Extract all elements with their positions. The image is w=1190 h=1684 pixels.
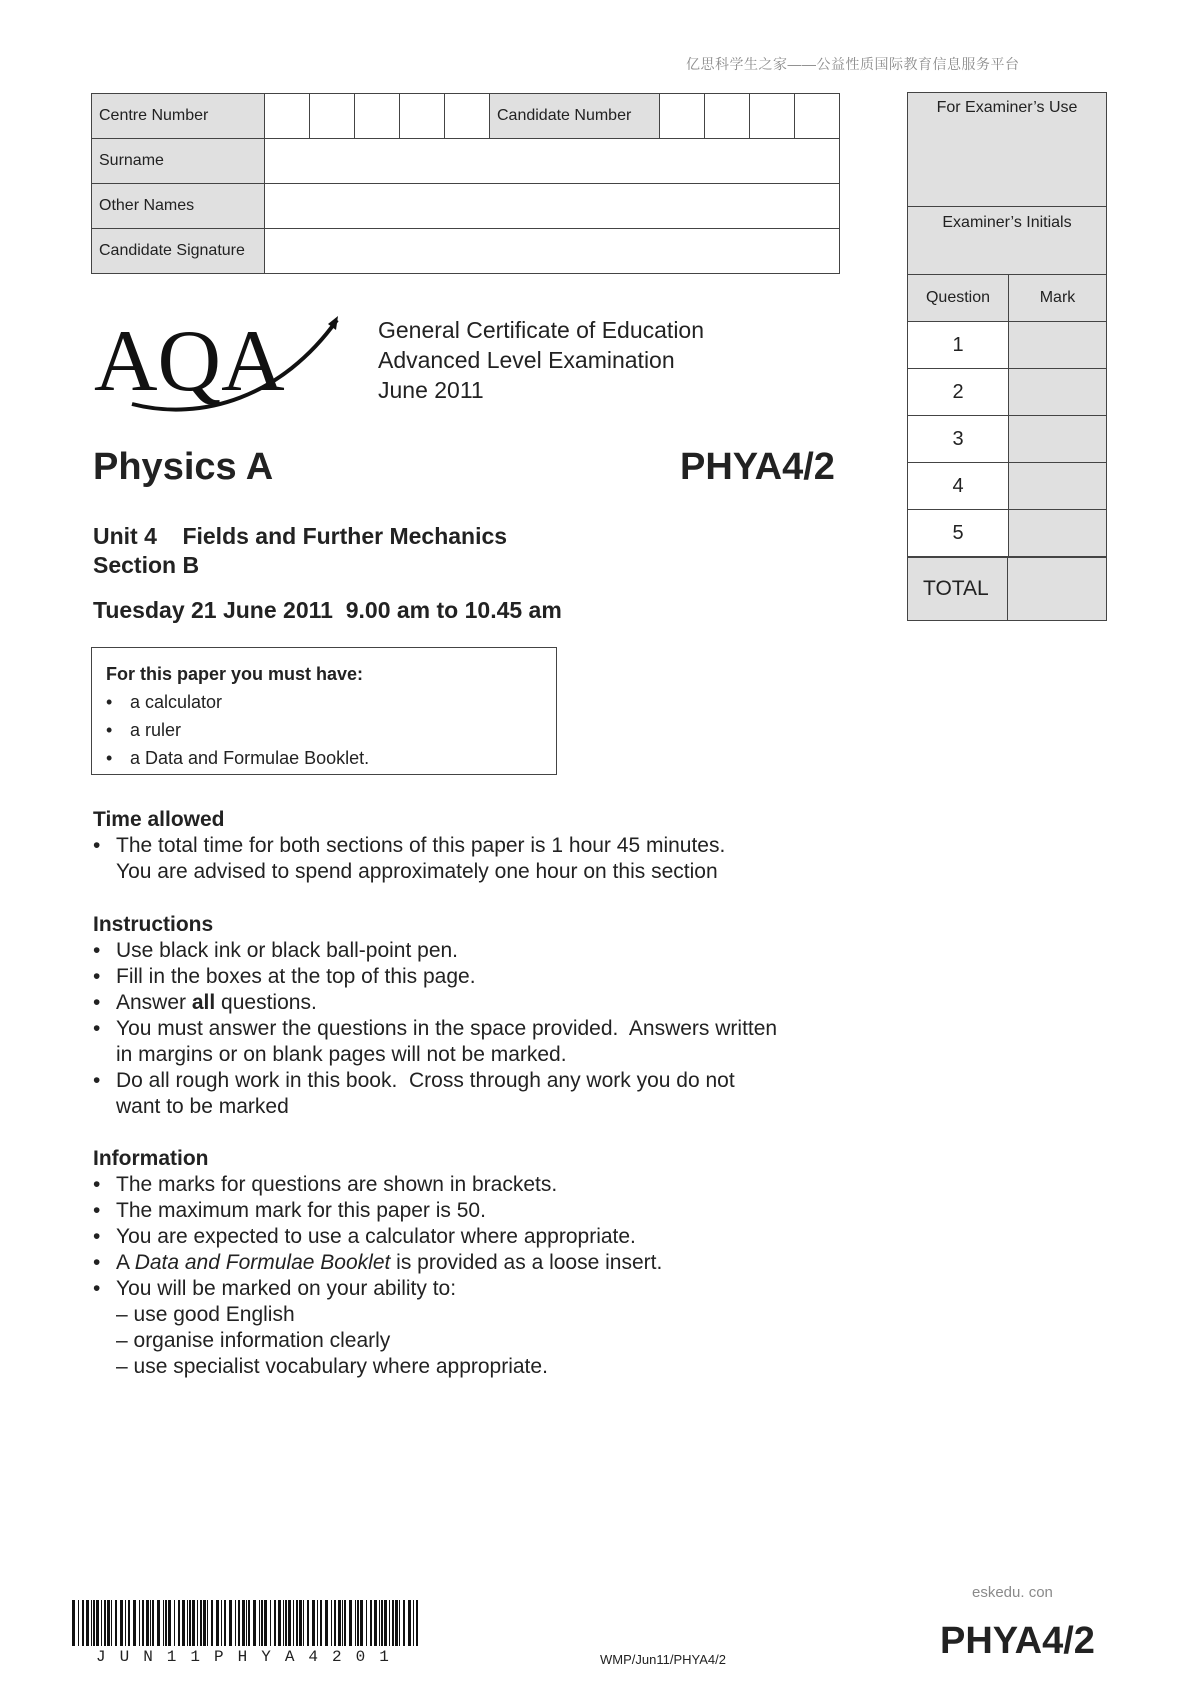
qualification-line: General Certificate of Education	[378, 317, 705, 343]
examiner-initials-label: Examiner’s Initials	[908, 207, 1106, 275]
signature-label: Candidate Signature	[92, 229, 265, 274]
qualification-line: Advanced Level Examination	[378, 347, 675, 373]
information-item: • You will be marked on your ability to:	[93, 1276, 853, 1302]
materials-item: • a calculator	[106, 688, 542, 716]
document-reference: WMP/Jun11/PHYA4/2	[600, 1652, 726, 1667]
examiner-use-title: For Examiner’s Use	[908, 93, 1106, 207]
question-number: 3	[908, 416, 1009, 462]
question-number: 2	[908, 369, 1009, 415]
watermark-bottom: eskedu. con	[972, 1584, 1053, 1601]
materials-title: For this paper you must have:	[106, 664, 364, 684]
svg-text:AQA: AQA	[94, 313, 285, 410]
instruction-item: • Fill in the boxes at the top of this page.	[93, 964, 853, 990]
candidate-number-box[interactable]	[705, 94, 750, 139]
mark-cell	[1009, 369, 1106, 415]
examiner-use-box	[907, 92, 1107, 621]
qualification-title	[378, 315, 704, 405]
paper-code: PHYA4/2	[680, 446, 835, 488]
candidate-number-box[interactable]	[750, 94, 795, 139]
candidate-number-box[interactable]	[660, 94, 705, 139]
materials-item: • a Data and Formulae Booklet.	[106, 744, 542, 772]
materials-box	[91, 647, 557, 775]
paper-code-bottom: PHYA4/2	[940, 1620, 1095, 1662]
time-line: You are advised to spend approximately one hour on this section	[116, 860, 718, 883]
candidate-number-box[interactable]	[795, 94, 840, 139]
ability-item: – use good English	[116, 1303, 295, 1326]
centre-number-box[interactable]	[310, 94, 355, 139]
exam-date: Tuesday 21 June 2011 9.00 am to 10.45 am	[93, 597, 562, 623]
question-header: Question	[908, 275, 1009, 321]
question-number: 5	[908, 510, 1009, 556]
instructions-title: Instructions	[93, 913, 214, 936]
information-item: • You are expected to use a calculator where appropriate.	[93, 1224, 853, 1250]
materials-item: • a ruler	[106, 716, 542, 744]
unit-title: Unit 4 Fields and Further Mechanics	[93, 523, 508, 549]
time-allowed-item	[93, 833, 853, 885]
exam-session: June 2011	[378, 377, 484, 403]
instruction-item: • You must answer the questions in the space provided. Answers written in margins or on blank pages will not be marked.	[93, 1016, 853, 1068]
centre-number-box[interactable]	[265, 94, 310, 139]
total-label: TOTAL	[908, 558, 1008, 620]
information-item: • The marks for questions are shown in brackets.	[93, 1172, 853, 1198]
unit-info	[93, 522, 507, 580]
centre-number-label: Centre Number	[92, 94, 265, 139]
instruction-item: • Answer all questions.	[93, 990, 853, 1016]
barcode	[72, 1600, 422, 1646]
signature-field[interactable]	[265, 229, 840, 274]
information-section	[93, 1146, 853, 1380]
centre-number-box[interactable]	[445, 94, 490, 139]
surname-label: Surname	[92, 139, 265, 184]
ability-item: – use specialist vocabulary where appropriate.	[116, 1355, 548, 1378]
mark-cell	[1009, 322, 1106, 368]
centre-number-box[interactable]	[355, 94, 400, 139]
candidate-details-box	[91, 93, 840, 274]
barcode-number: JUN11PHYA4201	[96, 1648, 403, 1666]
information-item: • The maximum mark for this paper is 50.	[93, 1198, 853, 1224]
ability-item: – organise information clearly	[116, 1329, 391, 1352]
mark-cell	[1009, 416, 1106, 462]
question-number: 4	[908, 463, 1009, 509]
candidate-number-label: Candidate Number	[490, 94, 660, 139]
mark-header: Mark	[1009, 275, 1106, 321]
other-names-field[interactable]	[265, 184, 840, 229]
aqa-logo	[92, 312, 342, 412]
total-mark-cell	[1008, 558, 1106, 620]
time-line: The total time for both sections of this paper is 1 hour 45 minutes.	[116, 834, 726, 857]
watermark-top: 亿思科学生之家——公益性质国际教育信息服务平台	[686, 56, 1020, 72]
instructions-section	[93, 912, 853, 1120]
information-title: Information	[93, 1147, 209, 1170]
time-allowed-title: Time allowed	[93, 808, 225, 831]
other-names-label: Other Names	[92, 184, 265, 229]
subject-title: Physics A	[93, 446, 274, 488]
mark-cell	[1009, 510, 1106, 556]
instruction-item: • Use black ink or black ball-point pen.	[93, 938, 853, 964]
information-item: • A Data and Formulae Booklet is provided as a loose insert.	[93, 1250, 853, 1276]
section-title: Section B	[93, 552, 200, 578]
instruction-item: • Do all rough work in this book. Cross through any work you do not want to be marked	[93, 1068, 853, 1120]
time-allowed-section	[93, 807, 853, 885]
question-number: 1	[908, 322, 1009, 368]
mark-cell	[1009, 463, 1106, 509]
surname-field[interactable]	[265, 139, 840, 184]
centre-number-box[interactable]	[400, 94, 445, 139]
